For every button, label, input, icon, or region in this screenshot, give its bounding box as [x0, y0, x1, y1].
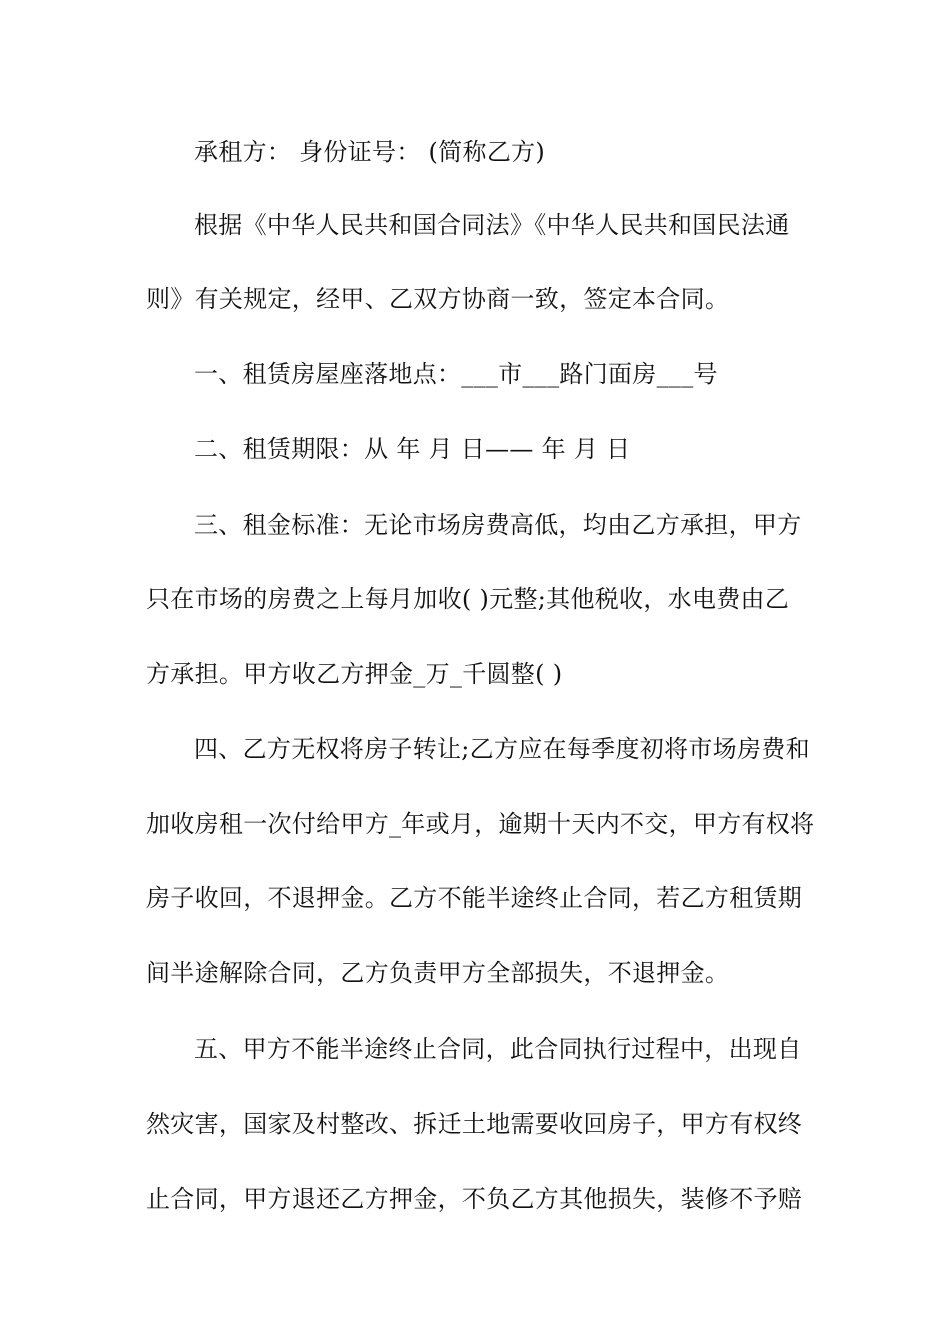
clause-5-line-2: 然灾害，国家及村整改、拆迁土地需要收回房子，甲方有权终: [146, 1110, 803, 1138]
clause-4-line-3: 房子收回，不退押金。乙方不能半途终止合同，若乙方租赁期: [146, 884, 803, 912]
clause-3-line-1: 三、租金标准：无论市场房费高低，均由乙方承担，甲方: [194, 511, 802, 539]
lessee-id-line: 承租方： 身份证号： (简称乙方): [194, 138, 546, 166]
clause-3-line-2: 只在市场的房费之上每月加收( )元整;其他税收，水电费由乙: [146, 585, 790, 613]
clause-4-line-4: 间半途解除合同，乙方负责甲方全部损失，不退押金。: [146, 959, 730, 987]
clause-3-line-3: 方承担。甲方收乙方押金_万_千圆整( ): [146, 660, 563, 688]
basis-paragraph-line-2: 则》有关规定，经甲、乙双方协商一致，签定本合同。: [146, 285, 730, 313]
clause-5-line-1: 五、甲方不能半途终止合同，此合同执行过程中，出现自: [194, 1035, 802, 1063]
clause-1-location: 一、租赁房屋座落地点：___市___路门面房___号: [194, 360, 718, 388]
clause-2-term: 二、租赁期限：从 年 月 日—— 年 月 日: [194, 435, 631, 463]
basis-paragraph-line-1: 根据《中华人民共和国合同法》《中华人民共和国民法通: [194, 211, 790, 239]
clause-5-line-3: 止合同，甲方退还乙方押金，不负乙方其他损失，装修不予赔: [146, 1185, 803, 1213]
clause-4-line-2: 加收房租一次付给甲方_年或月，逾期十天内不交，甲方有权将: [146, 810, 815, 838]
clause-4-line-1: 四、乙方无权将房子转让;乙方应在每季度初将市场房费和: [194, 735, 810, 763]
